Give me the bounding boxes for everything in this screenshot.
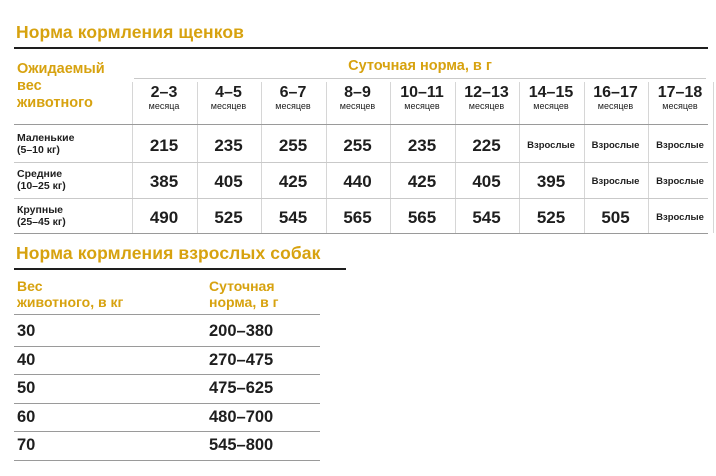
- age-range: 8–9: [344, 84, 371, 101]
- adult-row-divider: [14, 346, 320, 347]
- adult-weight-header: [17, 278, 187, 310]
- adult-norm-value: 270–475: [209, 350, 274, 369]
- norm-cell: 440: [343, 172, 372, 191]
- norm-cell: 405: [472, 172, 501, 191]
- expected-weight-header: [17, 61, 132, 112]
- row-divider: [14, 198, 708, 199]
- norm-cell: 385: [149, 172, 179, 191]
- norm-cell: 505: [601, 208, 630, 227]
- age-column-header: [455, 84, 519, 112]
- header-bottom-rule: [14, 124, 708, 125]
- adult-weight-header-line: животного, в кг: [17, 294, 124, 310]
- adult-norm-header-line: Суточная: [209, 278, 275, 294]
- adult-norm-header: [209, 278, 329, 310]
- age-unit: месяца: [148, 101, 180, 111]
- adult-row-divider: [14, 431, 320, 432]
- norm-cell: Взрослые: [656, 176, 704, 187]
- norm-cell: 215: [149, 136, 179, 155]
- age-unit: месяцев: [468, 101, 505, 111]
- puppy-title-rule: [14, 47, 708, 49]
- norm-cell: 490: [149, 208, 179, 227]
- size-label: [17, 204, 66, 228]
- adult-header-rule: [14, 314, 320, 315]
- norm-cell: 425: [278, 172, 308, 191]
- age-unit: месяцев: [210, 101, 247, 111]
- norm-cell: 565: [343, 208, 372, 227]
- age-unit: месяцев: [339, 101, 376, 111]
- size-name: Средние: [17, 168, 63, 180]
- age-column-header: [197, 84, 261, 112]
- puppy-table-bottom-rule: [14, 233, 708, 234]
- age-unit: месяцев: [533, 101, 569, 111]
- age-range: 17–18: [657, 84, 703, 101]
- age-range: 2–3: [150, 84, 178, 101]
- adult-weight-value: 40: [17, 350, 36, 369]
- norm-cell: 525: [214, 208, 243, 227]
- norm-cell: Взрослые: [591, 176, 640, 187]
- expected-weight-header-line: Ожидаемый: [17, 61, 105, 77]
- expected-weight-header-line: животного: [17, 95, 93, 111]
- adult-row-divider: [14, 460, 320, 461]
- age-range: 12–13: [464, 84, 509, 101]
- age-range: 4–5: [215, 84, 242, 101]
- adult-norm-value: 480–700: [209, 407, 274, 426]
- norm-cell: Взрослые: [591, 140, 640, 151]
- age-range: 16–17: [593, 84, 638, 101]
- age-column-header: [132, 84, 196, 112]
- adult-weight-header-line: Вес: [17, 278, 43, 294]
- age-column-header: [584, 84, 648, 112]
- age-unit: месяцев: [662, 101, 698, 111]
- norm-cell: 255: [343, 136, 372, 155]
- norm-cell: 395: [536, 172, 566, 191]
- age-range: 10–11: [400, 84, 444, 101]
- size-weight-range: (25–45 кг): [17, 216, 66, 228]
- age-unit: месяцев: [275, 101, 311, 111]
- norm-cell: 235: [407, 136, 437, 155]
- adult-weight-value: 60: [17, 407, 36, 426]
- age-column-header: [390, 84, 454, 112]
- norm-cell: 545: [472, 208, 501, 227]
- daily-norm-header-rule: [134, 78, 706, 79]
- age-column-header: [261, 84, 325, 112]
- adult-norm-value: 200–380: [209, 322, 274, 340]
- adult-feeding-title: Норма кормления взрослых собак: [16, 243, 321, 263]
- norm-cell: 405: [214, 172, 243, 191]
- norm-cell: 425: [407, 172, 437, 191]
- adult-weight-value: 30: [17, 322, 36, 340]
- size-weight-range: (10–25 кг): [17, 180, 66, 192]
- norm-cell: Взрослые: [656, 140, 704, 151]
- daily-norm-header: Суточная норма, в г: [348, 58, 492, 74]
- adult-title-rule: [14, 268, 346, 270]
- adult-norm-value: 475–625: [209, 379, 274, 397]
- adult-row-divider: [14, 403, 320, 404]
- adult-row-divider: [14, 374, 320, 375]
- expected-weight-header-line: вес: [17, 78, 42, 94]
- age-unit: месяцев: [404, 101, 440, 111]
- norm-cell: Взрослые: [527, 140, 575, 151]
- column-divider: [713, 82, 714, 233]
- age-column-header: [326, 84, 390, 112]
- age-column-header: [519, 84, 583, 112]
- size-label: [17, 132, 74, 156]
- norm-cell: Взрослые: [656, 212, 704, 223]
- row-divider: [14, 162, 708, 163]
- size-weight-range: (5–10 кг): [17, 144, 60, 156]
- size-name: Крупные: [17, 204, 64, 216]
- age-unit: месяцев: [597, 101, 634, 111]
- adult-norm-value: 545–800: [209, 436, 274, 454]
- size-label: [17, 168, 66, 192]
- norm-cell: 565: [407, 208, 437, 227]
- norm-cell: 225: [472, 136, 501, 155]
- norm-cell: 525: [536, 208, 566, 227]
- age-column-header: [648, 84, 712, 112]
- age-range: 6–7: [279, 84, 307, 101]
- size-name: Маленькие: [17, 132, 75, 144]
- adult-weight-value: 70: [17, 436, 36, 454]
- puppy-feeding-title: Норма кормления щенков: [16, 22, 244, 42]
- norm-cell: 545: [278, 208, 308, 227]
- adult-norm-header-line: норма, в г: [209, 294, 279, 310]
- age-range: 14–15: [528, 84, 574, 101]
- norm-cell: 255: [278, 136, 308, 155]
- adult-weight-value: 50: [17, 379, 36, 397]
- norm-cell: 235: [214, 136, 243, 155]
